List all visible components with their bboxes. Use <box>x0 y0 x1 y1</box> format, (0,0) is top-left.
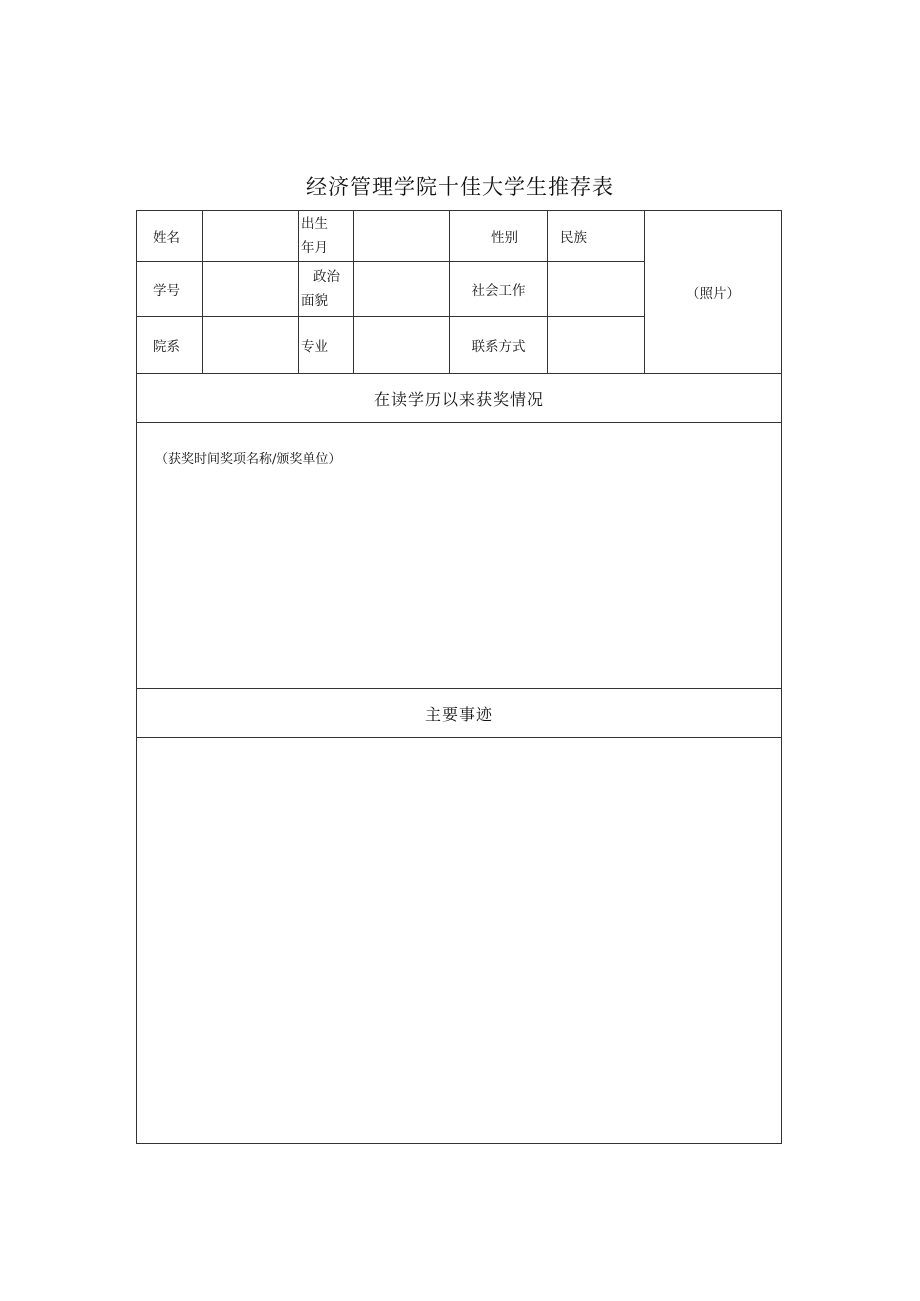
major-field[interactable] <box>354 317 450 374</box>
page-title: 经济管理学院十佳大学生推荐表 <box>306 175 614 199</box>
department-field[interactable] <box>203 317 299 374</box>
social-work-label: 社会工作 <box>450 262 548 317</box>
deeds-area[interactable] <box>137 738 782 1144</box>
row-name <box>137 211 782 262</box>
awards-hint: （获奖时间奖项名称/颁奖单位） <box>155 452 342 467</box>
birth-label <box>299 211 354 262</box>
gender-label: 性别 <box>450 211 548 262</box>
recommendation-form <box>136 210 782 1144</box>
row-deeds-header <box>137 689 782 738</box>
birth-label-line2: 年月 <box>301 240 328 256</box>
political-label <box>299 262 354 317</box>
row-deeds-body <box>137 738 782 1144</box>
row-awards-header <box>137 374 782 423</box>
contact-label: 联系方式 <box>450 317 548 374</box>
political-label-line1: 政治 <box>313 269 340 285</box>
birth-field[interactable] <box>354 211 450 262</box>
birth-label-line1: 出生 <box>301 216 328 232</box>
photo-cell[interactable]: （照片） <box>645 211 782 374</box>
row-awards-body <box>137 423 782 689</box>
deeds-header: 主要事迹 <box>137 689 782 738</box>
name-field[interactable] <box>203 211 299 262</box>
department-label: 院系 <box>137 317 203 374</box>
ethnicity-label: 民族 <box>548 211 645 262</box>
name-label: 姓名 <box>137 211 203 262</box>
student-id-field[interactable] <box>203 262 299 317</box>
contact-field[interactable] <box>548 317 645 374</box>
social-work-field[interactable] <box>548 262 645 317</box>
major-label: 专业 <box>299 317 354 374</box>
awards-area[interactable] <box>137 423 782 689</box>
political-field[interactable] <box>354 262 450 317</box>
political-label-line2: 面貌 <box>301 293 328 309</box>
awards-header: 在读学历以来获奖情况 <box>137 374 782 423</box>
student-id-label: 学号 <box>137 262 203 317</box>
